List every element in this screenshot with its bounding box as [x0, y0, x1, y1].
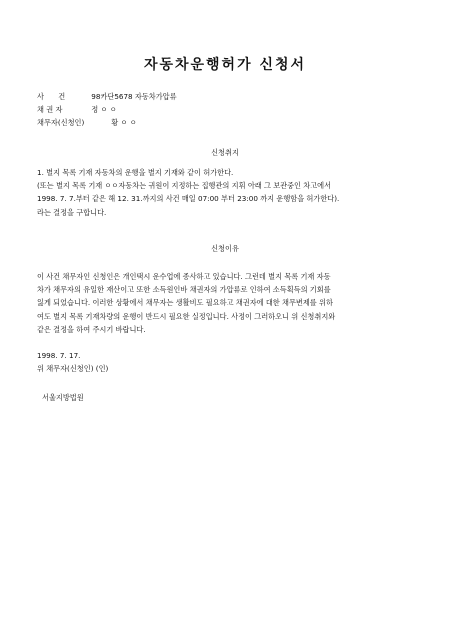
purpose-line: (또는 별지 목록 기재 ㅇㅇ자동차는 귀원이 지정하는 집행관의 지휘 아래 그 보관중인 차고에서: [37, 181, 332, 191]
purpose-line: 라는 결정을 구합니다.: [37, 207, 107, 217]
court-name: 서울지방법원: [42, 393, 84, 402]
document-title: 자동차운행허가 신청서: [143, 57, 307, 73]
purpose-line: 1. 별지 목록 기재 자동차의 운행을 별지 기재와 같이 허가한다.: [37, 168, 234, 177]
reason-line: 같은 결정을 하여 주시기 바랍니다.: [37, 324, 146, 334]
purpose-heading: 신청취지: [211, 148, 239, 157]
case-row: [37, 91, 177, 103]
purpose-line: 1998. 7. 7.부터 같은 해 12. 31.까지의 사건 매일 07:00 부터 23:00 까지 운행함을 허가한다).: [37, 194, 340, 204]
creditor-label: 채 권 자: [37, 105, 63, 114]
debtor-label: 채무자(신청인): [37, 118, 85, 127]
case-value: 98카단5678 자동차가압류: [91, 92, 177, 101]
debtor-row: [37, 117, 137, 129]
creditor-value: 정 ㅇ ㅇ: [91, 105, 117, 114]
reason-line: 이 사건 채무자인 신청인은 개인택시 운수업에 종사하고 있습니다. 그런데 별지 목록 기재 자동: [37, 272, 331, 281]
reason-heading: 신청이유: [211, 244, 239, 253]
case-label: 사 건: [37, 92, 72, 101]
signature-line: 위 채무자(신청인) (인): [37, 364, 109, 373]
reason-line: 차가 채무자의 유일한 재산이고 또한 소득원인바 채권자의 가압류로 인하여 소득획득의 기회를: [37, 285, 331, 295]
filing-date: 1998. 7. 17.: [37, 351, 81, 360]
reason-line: 여도 별지 목록 기재차량의 운행이 반드시 필요한 실정입니다. 사정이 그러하오니 위 신청취지와: [37, 311, 336, 321]
debtor-value: 황 ㅇ ㅇ: [111, 118, 137, 127]
purpose-body: [37, 166, 413, 219]
creditor-row: [37, 104, 117, 116]
reason-line: 잃게 되었습니다. 이러한 상황에서 채무자는 생활비도 필요하고 채권자에 대한 채무변제를 위하: [37, 298, 333, 308]
reason-body: [37, 270, 413, 336]
